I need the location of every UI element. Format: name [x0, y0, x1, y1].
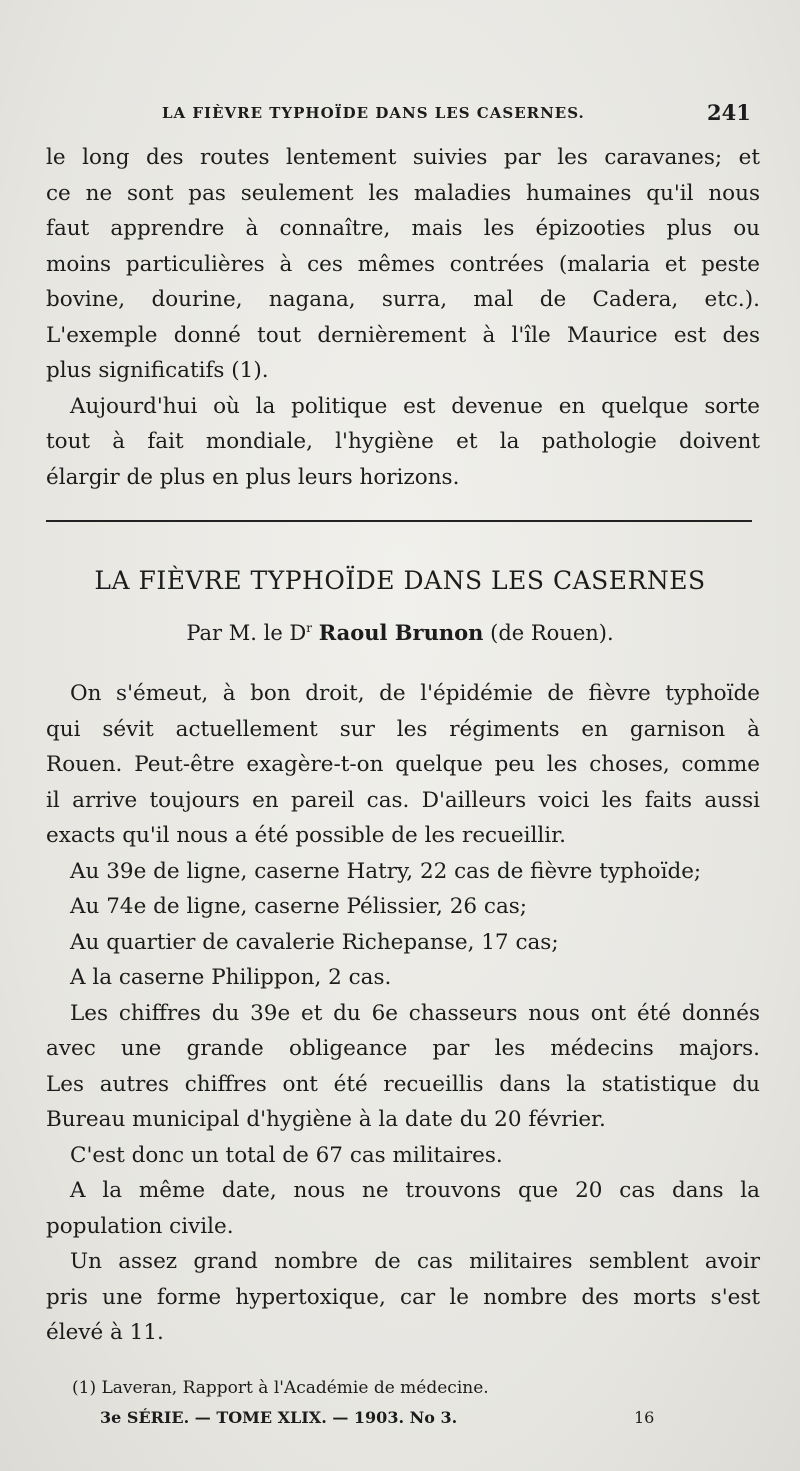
- text-line: Rouen. Peut-être exagère-t-on quelque peu les choses, comme: [46, 752, 760, 777]
- text-line: exacts qu'il nous a été possible de les recueillir.: [46, 823, 566, 848]
- paragraph: [46, 140, 760, 389]
- page-footer: [0, 1408, 800, 1438]
- running-title: LA FIÈVRE TYPHOÏDE DANS LES CASERNES.: [162, 104, 585, 122]
- byline: [0, 620, 800, 645]
- text-line: Aujourd'hui où la politique est devenue en quelque sorte: [70, 393, 760, 419]
- text-line: L'exemple donné tout dernièrement à l'île Maurice est des: [46, 322, 760, 348]
- paragraph: [46, 1138, 760, 1174]
- text-line: il arrive toujours en pareil cas. D'ailleurs voici les faits aussi: [46, 787, 760, 813]
- top-text: [46, 140, 760, 495]
- text-line: bovine, dourine, nagana, surra, mal de Cadera, etc.).: [46, 287, 760, 312]
- text-line: plus significatifs (1).: [46, 358, 269, 383]
- sheet-number: 16: [634, 1408, 655, 1427]
- byline-suffix: (de Rouen).: [490, 621, 614, 645]
- article-title: LA FIÈVRE TYPHOÏDE DANS LES CASERNES: [94, 566, 706, 595]
- text-line: A la même date, nous ne trouvons que 20 cas dans la: [70, 1178, 760, 1203]
- text-line: A la caserne Philippon, 2 cas.: [70, 965, 392, 990]
- list-item: [46, 889, 760, 925]
- paragraph: [46, 996, 760, 1138]
- text-line: moins particulières à ces mêmes contrées (malaria et peste: [46, 251, 760, 277]
- section-divider: [46, 520, 752, 522]
- text-line: tout à fait mondiale, l'hygiène et la pathologie doivent: [46, 429, 760, 454]
- text-line: pris une forme hypertoxique, car le nombre des morts s'est: [46, 1284, 760, 1310]
- running-header: [0, 100, 800, 130]
- paragraph: [46, 676, 760, 854]
- text-line: population civile.: [46, 1213, 234, 1239]
- text-line: Les autres chiffres ont été recueillis dans la statistique du: [46, 1071, 760, 1097]
- text-line: ce ne sont pas seulement les maladies humaines qu'il nous: [46, 180, 760, 206]
- text-line: On s'émeut, à bon droit, de l'épidémie de fièvre typhoïde: [70, 681, 760, 706]
- footnote: (1) Laveran, Rapport à l'Académie de médecine.: [72, 1378, 489, 1398]
- text-line: Bureau municipal d'hygiène à la date du 20 février.: [46, 1107, 606, 1132]
- list-item: [46, 925, 760, 961]
- text-line: Au 39e de ligne, caserne Hatry, 22 cas de fièvre typhoïde;: [70, 858, 702, 884]
- article-body: [46, 676, 760, 1351]
- series-info: 3e SÉRIE. — TOME XLIX. — 1903. No 3.: [100, 1408, 458, 1427]
- text-line: Au quartier de cavalerie Richepanse, 17 cas;: [70, 929, 559, 955]
- author-name: Raoul Brunon: [318, 620, 484, 645]
- text-line: avec une grande obligeance par les médecins majors.: [46, 1036, 760, 1061]
- list-item: [46, 854, 760, 890]
- paragraph: [46, 1173, 760, 1244]
- paragraph: [46, 1244, 760, 1351]
- text-line: qui sévit actuellement sur les régiments en garnison à: [46, 716, 760, 742]
- text-line: Un assez grand nombre de cas militaires semblent avoir: [70, 1249, 760, 1274]
- paragraph: [46, 389, 760, 496]
- text-line: Les chiffres du 39e et du 6e chasseurs nous ont été donnés: [70, 1000, 760, 1026]
- text-line: C'est donc un total de 67 cas militaires.: [70, 1142, 503, 1168]
- text-line: élevé à 11.: [46, 1320, 164, 1345]
- list-item: [46, 960, 760, 996]
- byline-sup: r: [306, 621, 313, 635]
- byline-prefix: Par M. le D: [186, 621, 307, 645]
- text-line: Au 74e de ligne, caserne Pélissier, 26 cas;: [70, 894, 528, 919]
- text-line: faut apprendre à connaître, mais les épizooties plus ou: [46, 216, 760, 241]
- text-line: élargir de plus en plus leurs horizons.: [46, 464, 460, 490]
- page-number: 241: [707, 100, 751, 125]
- text-line: le long des routes lentement suivies par les caravanes; et: [46, 145, 760, 170]
